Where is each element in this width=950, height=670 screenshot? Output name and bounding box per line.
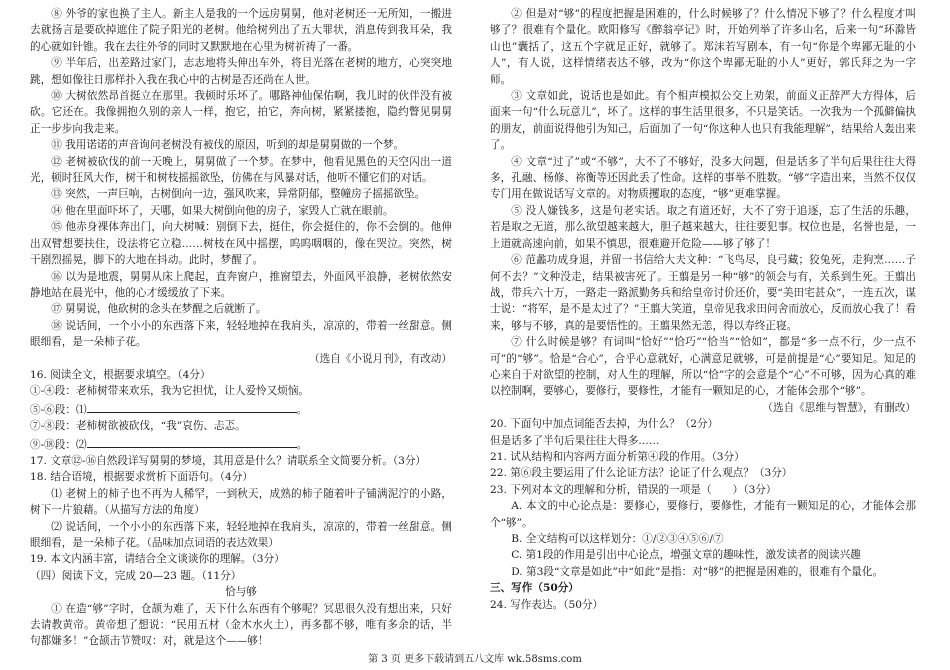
paragraph-text: 三、写作（50分） <box>490 582 579 595</box>
paragraph-text: ⑪ 我用诺诺的声音询问老树没有被伐的原因，听到的却是舅舅做的一个梦。 <box>51 139 405 152</box>
paragraph-r2 <box>490 6 916 88</box>
paragraph-text: C. 第1段的作用是引出中心论点，增强文章的趣味性，激发读者的阅读兴趣 <box>511 549 861 562</box>
paragraph-r6 <box>490 252 916 334</box>
paragraph-q16a <box>30 383 452 399</box>
paragraph-q23b <box>490 531 916 547</box>
paragraph-text: 但是话多了半句后果往往大得多…… <box>490 434 660 447</box>
paragraph-q23d <box>490 564 916 580</box>
paragraph-text: ⑴ 老树上的柿子也不再为人稀罕，一到秋天，成熟的柿子随着叶子铺满泥泞的小路，树下一片狼藉。（从描写方法的角度） <box>30 487 452 517</box>
paragraph-q18b <box>30 519 452 552</box>
paragraph-text: 23. 下列对本文的理解和分析，错误的一项是（ ）（3分） <box>490 483 777 496</box>
paragraph-q16b <box>30 400 452 418</box>
paragraph-text: （四）阅读下文，完成 20—23 题。（11分） <box>30 569 242 582</box>
paragraph-p14 <box>30 203 452 219</box>
paragraph-text: （选自《小说月刊》，有改动） <box>308 352 452 365</box>
paragraph-text: ⑦ 什么时候是够？有词叫“恰好”“恰巧”“恰当”“恰如”，都是“多一点不行，少一点不可”的“够”。恰是“合心”，合乎心意就好，心满意足就够，可是前提是“心”要知足。知足的心来自于对欲望的控制，对人生的理解，所以“恰”字的会意是个“心”不可够，因为心真的难以控制啊，要够心，要修行，要修性，才能有一颗知足的心，才能体会那个“够”。 <box>490 336 916 398</box>
paragraph-q23 <box>490 482 916 498</box>
paragraph-text: ⑤ 没人嫌钱多，这是句老实话。取之有道还好，大不了穷于追逐，忘了生活的乐趣，若是取之无道，那么欲望越来越大，胆子越来越大，往往要犯事。权位也是，名誉也是，一上道就高速向前，如果不慎思，很难避开危险——够了够了！ <box>490 204 916 250</box>
paragraph-text: 22. 第⑥段主要运用了什么论证方法？论证了什么观点？（3分） <box>490 467 793 480</box>
paragraph-p16 <box>30 269 452 302</box>
paragraph-q18 <box>30 469 452 485</box>
paragraph-p12 <box>30 154 452 187</box>
answer-blank-line[interactable] <box>87 400 297 413</box>
paragraph-text: ⑱ 说话间，一个小小的东西落下来，轻轻地掉在我肩头，凉凉的，带着一丝甜意。侧眼细看，是一朵柿子花。 <box>30 319 452 349</box>
paragraph-text: 24. 写作表达。（50分） <box>490 598 604 611</box>
paragraph-text: ⑩ 大树依然昂首挺立在那里。我顿时乐坏了。哪路神仙保佑啊，我儿时的伙伴没有被砍。它还在。我像拥抱久别的亲人一样，抱它，拍它，奔向树，紧紧搂抱，隐约瞥见舅舅正一步步向我走来。 <box>30 90 452 135</box>
paragraph-text: ⑮ 他赤身裸体奔出门，向大树喊：别倒下去，挺住，你会挺住的，你不会倒的。他伸出双臂想要扶住，设法将它立稳……树枝在风中摇摆，呜呜咽咽的，像在哭泣。突然，树干剧烈摇晃，脚下的大地在抖动。此时，梦醒了。 <box>30 221 452 267</box>
paragraph-q19 <box>30 551 452 567</box>
paragraph-q18a <box>30 486 452 519</box>
paragraph-p15 <box>30 219 452 268</box>
paragraph-q23c <box>490 547 916 563</box>
paragraph-sec3 <box>490 580 916 596</box>
blank-tail: 。 <box>296 403 308 416</box>
paragraph-text: 20. 下面句中加点词能否去掉，为什么？（2分） <box>490 418 719 431</box>
paragraph-q20a <box>490 433 916 449</box>
paragraph-text: B. 全文结构可以这样划分：①/②③④⑤⑥/⑦ <box>511 533 724 545</box>
answer-blank-line[interactable] <box>87 435 297 448</box>
paragraph-p9 <box>30 55 452 88</box>
paragraph-r7 <box>490 334 916 400</box>
paragraph-text: 19. 本文内涵丰富，请结合全文谈谈你的理解。（3分） <box>30 553 285 566</box>
right-column <box>490 6 916 613</box>
paragraph-q22 <box>490 465 916 481</box>
page-footer: 第 3 页 更多下载请到五八文库 wk.58sms.com <box>368 654 582 665</box>
paragraph-text: ⑬ 突然，一声巨响，古树倒向一边，强风吹来，异常阴郁，整幢房子摇摇欲坠。 <box>51 188 426 201</box>
paragraph-text: D. 第3段“文章是如此”中“如此”是指：对“够”的把握是困难的，很难有个量化。 <box>511 565 884 578</box>
paragraph-src <box>30 351 452 367</box>
paragraph-r5 <box>490 203 916 252</box>
paragraph-text: ⑵ 说话间，一个小小的东西落下来，轻轻地掉在我肩头，凉凉的，带着一丝甜意。侧眼细看，是一朵柿子花。（品味加点词语的表达效果） <box>30 520 452 549</box>
paragraph-text: 16. 阅读全文，根据要求填空。（4分） <box>30 368 211 381</box>
paragraph-text: ⑫ 老树被砍伐的前一天晚上，舅舅做了一个梦。在梦中，他看见黑色的天空闪出一道光，顿时狂风大作，树干和树枝摇摇欲坠，仿佛在与风暴对话，他听不懂它们的对话。 <box>30 155 452 185</box>
paragraph-r3 <box>490 88 916 154</box>
paragraph-text: ⑨ 半年后，出差路过家门，志志地将头伸出车外，将目光落在老树的地方，心突突地跳，想如像往日那样扑入我在我心中的古树是否还尚在人世。 <box>30 57 452 86</box>
paragraph-text: ⑤-⑥段：⑴ <box>30 403 87 416</box>
paragraph-text: ④ 文章“过了”或“不够”，大不了不够好，没多大问题，但是话多了半句后果往往大得多，孔融、杨修、祢衡等还因此丢了性命。这样的事举不胜数。“够”字造出来，当然不仅仅专门用在做说话写文章的。对物质攫取的态度，“够”更难掌握。 <box>490 155 916 201</box>
paragraph-text: ⑥ 范蠡功成身退，并留一书信给大夫文种：“飞鸟尽，良弓藏；狡兔死，走狗烹……子何不去？”文种没走，结果被害死了。王翦是另一种“够”的领会与有，关系到生死。王翦出战，带兵六十万，一路走一路派勤务兵和给皇帝讨价还价，要“美田宅甚众”，一连五次，谋士说：“将军，是不是太过了？”王翦大笑道，皇帝见我求田问舍而放心，反而放心我了！看来，够与不够，真的是要悟性的。王翦果然无恙，得以寿终正寝。 <box>490 254 916 332</box>
paragraph-t2 <box>30 584 452 600</box>
left-column <box>30 6 452 650</box>
paragraph-p11 <box>30 137 452 153</box>
paragraph-src2 <box>490 400 916 416</box>
paragraph-text: ⑦-⑧段：老柿树欲被砍伐，“我”哀伤、忐忑。 <box>30 420 246 433</box>
paragraph-p8 <box>30 6 452 55</box>
paragraph-p17 <box>30 301 452 317</box>
paragraph-q23a <box>490 498 916 531</box>
paragraph-text: ② 但是对“够”的程度把握是困难的，什么时候够了？什么情况下够了？什么程度才叫够了？很难有个量化。欧阳修写《醉翁亭记》时，开始列举了许多山名，后来一句“环滁皆山也”囊括了，这五个字就足正好，就够了。郑沫若写剧本，有一句“你是个卑鄙无耻的小人”，有人说，这样情绪表达不够，改为“你这个卑鄙无耻的小人”更好，郭氏拜之为一字师。 <box>490 8 916 86</box>
paragraph-q20 <box>490 416 916 432</box>
paragraph-text: ⑨-⑱段：⑵ <box>30 438 87 451</box>
paragraph-q16 <box>30 367 452 383</box>
paragraph-q16c <box>30 418 452 434</box>
paragraph-q16d <box>30 435 452 453</box>
paragraph-text: （选自《思维与智慧》，有删改） <box>762 401 916 414</box>
paragraph-text: ⑭ 他在里面吓坏了，天哪，如果大树倒向他的房子，家毁人亡就在眼前。 <box>51 204 394 217</box>
paragraph-r1 <box>30 601 452 650</box>
paragraph-text: 21. 试从结构和内容两方面分析第④段的作用。（3分） <box>490 450 745 463</box>
paragraph-q17 <box>30 453 452 469</box>
paragraph-text: ① 在造“够”字时，仓颉为难了，天下什么东西有个够呢？冥思很久没有想出来，只好去请教黄帝。黄帝想了想说：“民用五材（金木水火土），再多都不够，唯有多余的话，半句都嫌多！”仓颉击节赞叹：对，就是这个——够！ <box>30 602 452 648</box>
paragraph-p10 <box>30 88 452 137</box>
paragraph-text: 恰与够 <box>225 586 257 599</box>
paragraph-sec4 <box>30 568 452 584</box>
paragraph-text: ③ 文章如此，说话也是如此。有个相声模拟公交上劝架，前面义正辞严大方得体，后面来一句“什么玩意儿”，坏了。这样的事生活里很多，不只是笑话。一次我为一个孤僻偏执的朋友，前面说得他引为知己，后面加了一句“你这种人也只有我能理解”，结果给人轰出来了。 <box>490 90 916 152</box>
paragraph-text: ⑰ 舅舅说，他砍树的念头在梦醒之后就断了。 <box>51 303 267 316</box>
paragraph-text: ①-④段：老柿树带来欢乐，我为它担忧，让人爱怜又烦恼。 <box>30 385 310 398</box>
paragraph-text: ⑧ 外爷的家也换了主人。新主人是我的一个远房舅舅，他对老树还一无所知，一搬进去就扬言是要砍掉遮住了院子阳光的老树。他给树列出了五大罪状，消息传到我耳朵，我的心就如针锥。我在去往外爷的同时又默默地在心里为树祈祷了一番。 <box>30 8 452 53</box>
paragraph-text: ⑯ 以为是地震，舅舅从床上爬起，直奔窗户，推窗望去，外面风平浪静，老树依然安静地站在晨光中，他的心才缓缓放了下来。 <box>30 270 452 299</box>
paragraph-text: 18. 结合语境，根据要求赏析下面语句。（4分） <box>30 471 253 484</box>
blank-tail: 。 <box>296 438 308 451</box>
paragraph-r4 <box>490 154 916 203</box>
paragraph-p18 <box>30 318 452 351</box>
paragraph-text: 17. 文章⑫-⑯自然段详写舅舅的梦境，其用意是什么？请联系全文简要分析。（3分） <box>30 454 427 467</box>
paragraph-q24 <box>490 597 916 613</box>
paragraph-q21 <box>490 449 916 465</box>
paragraph-text: A. 本文的中心论点是：要修心，要修行，要修性，才能有一颗知足的心，才能体会那个“够”。 <box>490 500 916 529</box>
paragraph-p13 <box>30 186 452 202</box>
